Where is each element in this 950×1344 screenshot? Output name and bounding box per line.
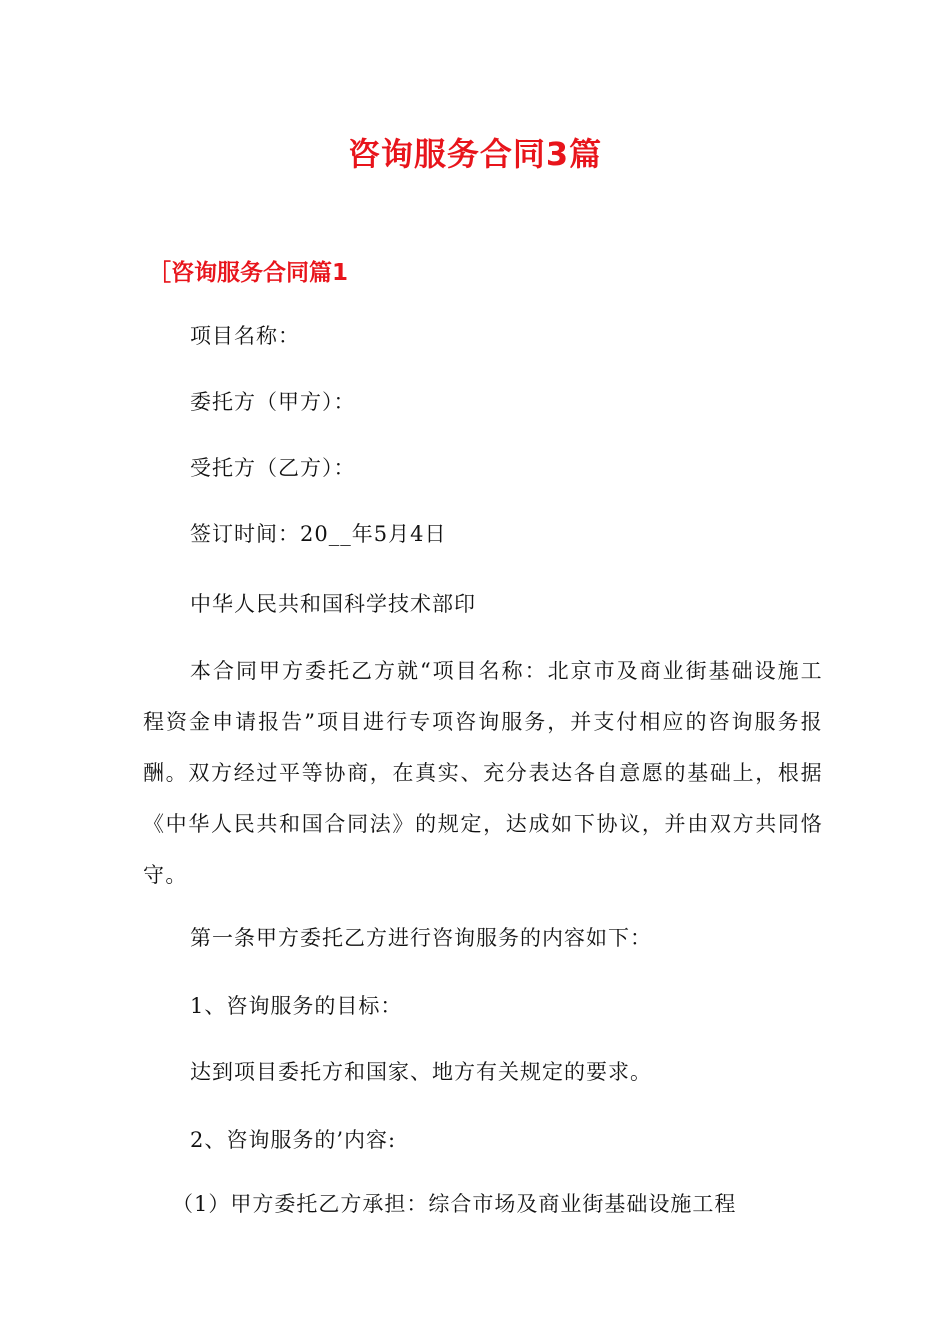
field-signing-date: 签订时间：20__年5月4日 [190,522,447,546]
intro-paragraph: 本合同甲方委托乙方就“项目名称：北京市及商业街基础设施工程资金申请报告”项目进行专项咨询服务，并支付相应的咨询服务报酬。双方经过平等协商，在真实、充分表达各自意愿的基础上，根据《中华人民共和国合同法》的规定，达成如下协议，并由双方共同恪守。 [143,659,823,887]
document-title: 咨询服务合同3篇 [347,135,603,173]
field-client: 委托方（甲方）： [190,390,356,414]
item-1-text: 达到项目委托方和国家、地方有关规定的要求。 [190,1060,652,1084]
item-2-sub-1: （1）甲方委托乙方承担：综合市场及商业街基础设施工程 [172,1192,737,1216]
field-project-name: 项目名称： [190,324,300,348]
item-2-heading: 2、咨询服务的’内容: [190,1128,397,1152]
article-1: 第一条甲方委托乙方进行咨询服务的内容如下： [190,926,652,950]
field-issuer: 中华人民共和国科学技术部印 [190,592,476,616]
field-contractor: 受托方（乙方）： [190,456,356,480]
section-heading: ［咨询服务合同篇1 [148,260,349,286]
item-1-heading: 1、咨询服务的目标： [190,994,403,1018]
